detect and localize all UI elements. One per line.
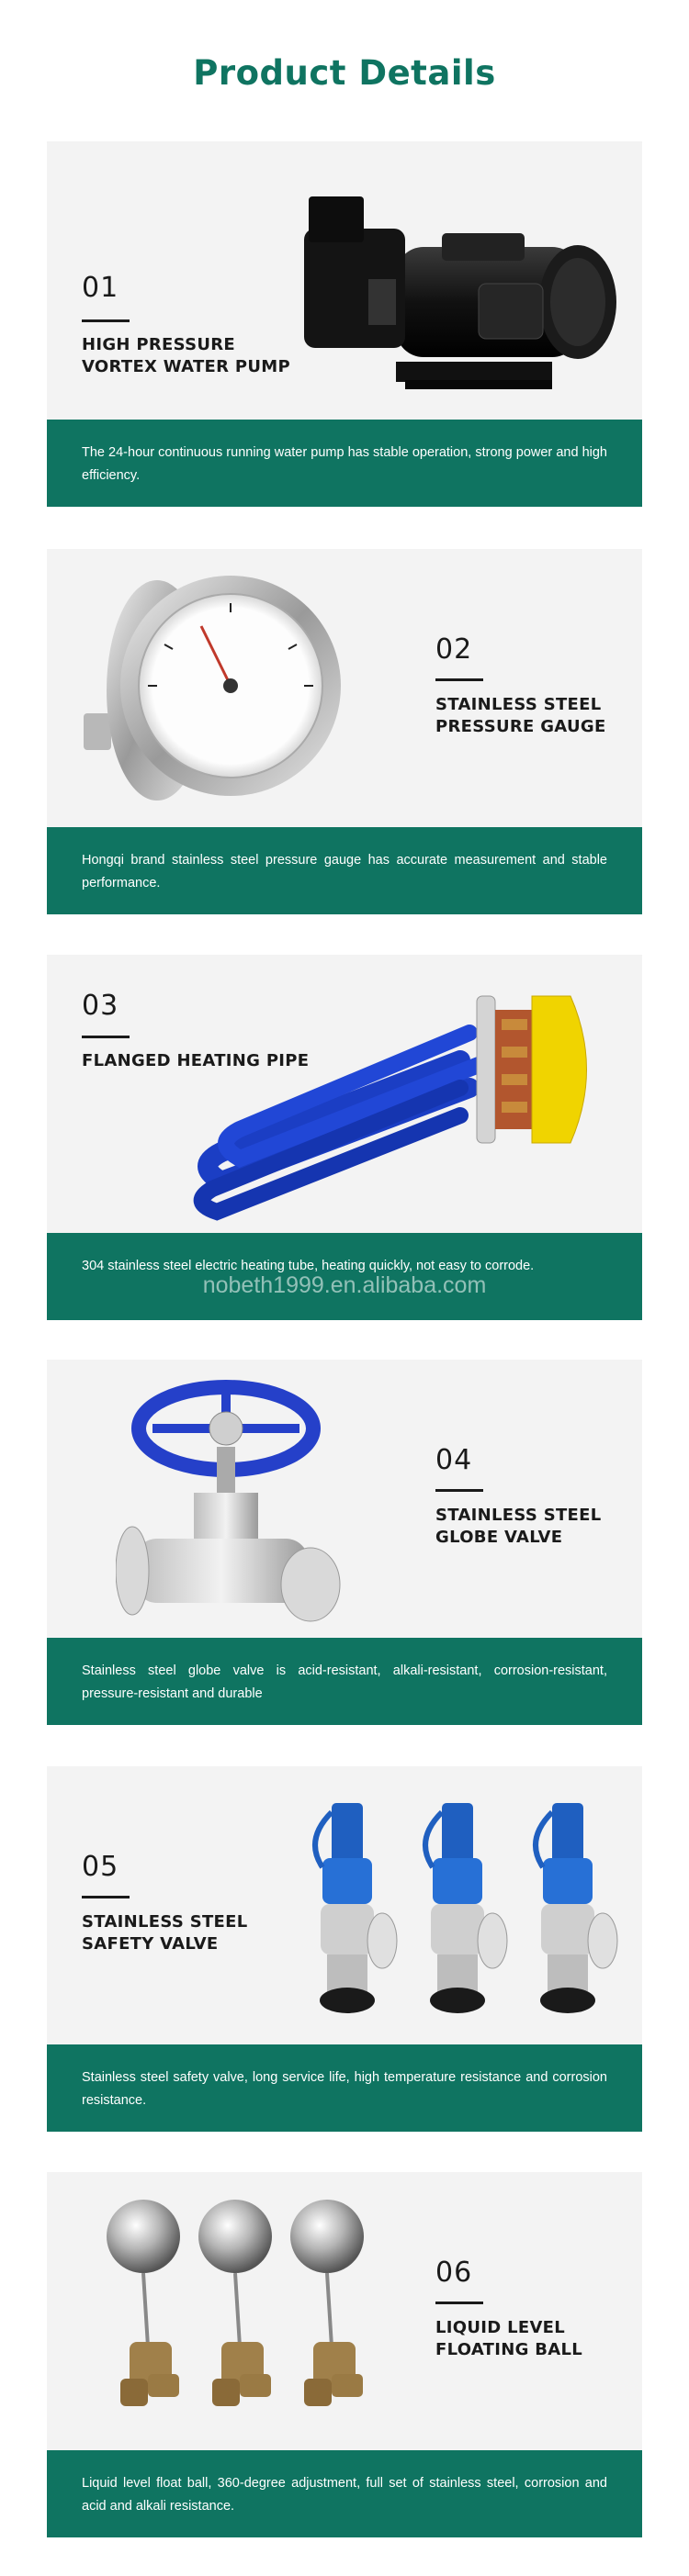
product-image-panel [47,955,642,1233]
product-name: STAINLESS STEEL PRESSURE GAUGE [435,695,606,736]
product-image-panel [47,2172,642,2450]
watermark: nobeth1999.en.alibaba.com [202,1272,487,1298]
number-underline [435,2302,483,2304]
product-number: 03 [82,990,119,1022]
page-title: Product Details [193,53,496,93]
number-underline [435,1489,483,1492]
product-description: Stainless steel safety valve, long service life, high temperature resistance and corrosion resistance. [47,2044,642,2132]
product-number: 01 [82,272,119,304]
product-image-panel [47,549,642,827]
product-image-panel [47,1360,642,1638]
product-description: Hongqi brand stainless steel pressure gauge has accurate measurement and stable performance. [47,827,642,914]
product-description: 304 stainless steel electric heating tube, heating quickly, not easy to corrode. [47,1233,642,1320]
globe-valve-image [116,1378,345,1635]
floating-ball-image [102,2195,405,2443]
product-card-pump [47,141,642,507]
product-name: LIQUID LEVEL FLOATING BALL [435,2318,583,2359]
product-card-heating-pipe [47,955,642,1320]
safety-valve-image [295,1789,635,2037]
product-name: STAINLESS STEEL SAFETY VALVE [82,1912,248,1954]
water-pump-image [249,178,635,408]
product-card-pressure-gauge [47,549,642,914]
product-card-safety-valve [47,1766,642,2132]
product-name: STAINLESS STEEL GLOBE VALVE [435,1506,602,1547]
product-image-panel [47,141,642,420]
number-underline [435,678,483,681]
product-number: 05 [82,1851,119,1883]
number-underline [82,319,130,322]
number-underline [82,1896,130,1898]
product-description: Liquid level float ball, 360-degree adjustment, full set of stainless steel, corrosion and acid and alkali resistance. [47,2450,642,2537]
product-image-panel [47,1766,642,2044]
product-card-floating-ball [47,2172,642,2537]
heating-pipe-image [185,969,635,1230]
product-number: 02 [435,633,473,666]
product-name: HIGH PRESSURE VORTEX WATER PUMP [82,335,290,376]
product-description: Stainless steel globe valve is acid-resistant, alkali-resistant, corrosion-resistant, pressure-resistant and durable [47,1638,642,1725]
product-description: The 24-hour continuous running water pump has stable operation, strong power and high efficiency. [47,420,642,507]
number-underline [82,1036,130,1038]
product-name: FLANGED HEATING PIPE [82,1051,310,1070]
product-number: 06 [435,2257,473,2289]
pressure-gauge-image [84,562,341,819]
product-card-globe-valve [47,1360,642,1725]
product-number: 04 [435,1444,473,1476]
